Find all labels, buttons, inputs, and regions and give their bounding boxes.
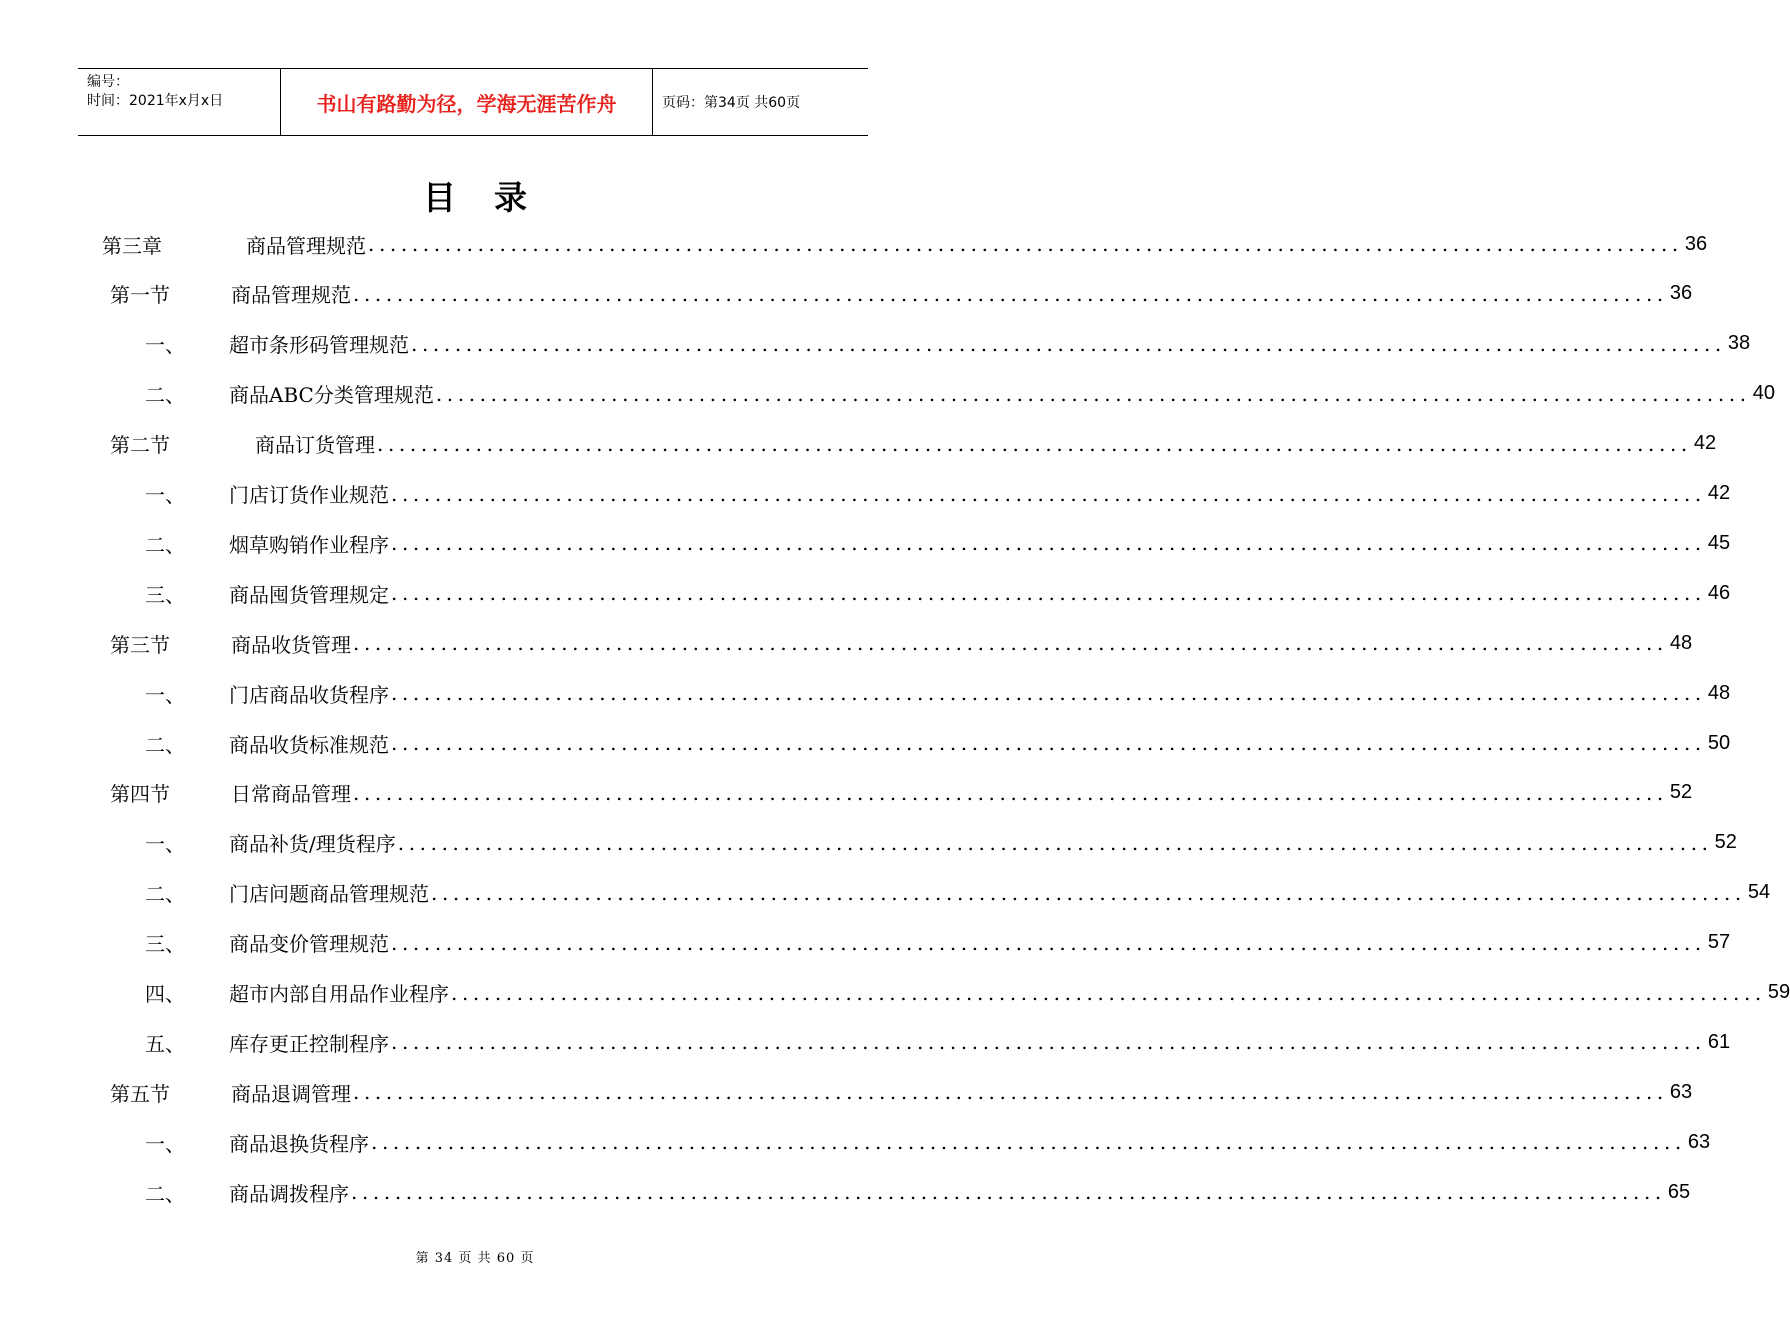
toc-entry[interactable] xyxy=(110,1067,1693,1117)
toc-entry-page: 38 xyxy=(1727,332,1751,355)
toc-entry-label: 烟草购销作业程序 xyxy=(229,532,389,557)
toc-entry-page: 48 xyxy=(1669,631,1693,654)
toc-entry[interactable] xyxy=(145,968,1790,1018)
toc-dot-leader: ........................................................................................................................ xyxy=(351,1180,1666,1205)
header-time: 时间：2021年x月x日 xyxy=(87,93,224,109)
toc-entry[interactable] xyxy=(110,269,1693,319)
toc-entry-page: 54 xyxy=(1747,881,1771,904)
toc-entry[interactable] xyxy=(110,618,1693,668)
toc-entry-page: 42 xyxy=(1693,432,1717,455)
toc-entry-number: 第三节 xyxy=(110,632,170,657)
header-meta xyxy=(78,69,281,135)
toc-entry-label: 日常商品管理 xyxy=(231,782,351,807)
toc-entry-page: 61 xyxy=(1707,1030,1731,1053)
toc-entry-number: 第一节 xyxy=(110,283,170,308)
toc-entry-number: 第五节 xyxy=(110,1081,170,1106)
toc-entry-page: 46 xyxy=(1707,581,1731,604)
page-footer: 第 34 页 共 60 页 xyxy=(415,1251,535,1266)
header-number: 编号： xyxy=(87,74,129,90)
toc-dot-leader: ........................................................................................................................ xyxy=(391,731,1706,755)
toc-dot-leader: ........................................................................................................................ xyxy=(451,980,1766,1005)
toc-entry[interactable] xyxy=(145,668,1731,718)
toc-entry-number: 第二节 xyxy=(110,433,170,458)
toc-entry-number: 四、 xyxy=(145,982,185,1006)
toc-dot-leader: ........................................................................................................................ xyxy=(391,681,1706,706)
toc-entry[interactable] xyxy=(110,419,1717,469)
toc-dot-leader: ........................................................................................................................ xyxy=(353,1080,1668,1105)
toc-entry-number: 二、 xyxy=(145,532,185,557)
toc-entry-number: 一、 xyxy=(145,832,185,857)
toc-dot-leader: ........................................................................................................................ xyxy=(391,481,1706,506)
toc-dot-leader: ........................................................................................................................ xyxy=(391,581,1706,606)
toc-entry-label: 商品退换货程序 xyxy=(229,1131,369,1156)
toc-entry-page: 52 xyxy=(1669,781,1693,804)
toc-entry-label: 商品订货管理 xyxy=(255,433,375,458)
toc-entry-page: 59 xyxy=(1767,981,1790,1003)
toc-entry[interactable] xyxy=(145,568,1731,618)
toc-dot-leader: ........................................................................................................................ xyxy=(431,880,1746,905)
header-motto: 书山有路勤为径，学海无涯苦作舟 xyxy=(281,69,653,135)
toc-entry[interactable] xyxy=(110,768,1693,818)
toc-entry-label: 商品管理规范 xyxy=(231,283,351,308)
toc-dot-leader: ........................................................................................................................ xyxy=(353,780,1668,805)
toc-entry-label: 库存更正控制程序 xyxy=(229,1031,389,1056)
toc-entry-label: 门店订货作业规范 xyxy=(229,483,389,507)
page-header xyxy=(78,68,868,136)
toc-entry-label: 商品管理规范 xyxy=(246,233,366,258)
toc-entry-page: 63 xyxy=(1687,1130,1711,1153)
toc-entry-label: 商品调拨程序 xyxy=(229,1181,349,1206)
toc-entry[interactable] xyxy=(145,918,1731,968)
toc-entry-label: 门店商品收货程序 xyxy=(229,682,389,707)
toc-entry[interactable] xyxy=(145,868,1771,918)
page-title: 目录 xyxy=(423,178,565,217)
toc-dot-leader: ........................................................................................................................ xyxy=(368,232,1683,256)
toc-entry-number: 一、 xyxy=(145,483,185,507)
toc-entry-number: 一、 xyxy=(145,682,185,707)
header-page-info: 页码：第34页 共60页 xyxy=(662,95,801,111)
toc-entry[interactable] xyxy=(145,718,1731,768)
toc-entry-label: 超市内部自用品作业程序 xyxy=(229,982,449,1006)
toc-entry-label: 商品变价管理规范 xyxy=(229,932,389,957)
toc-entry[interactable] xyxy=(145,518,1731,568)
toc-dot-leader: ........................................................................................................................ xyxy=(391,531,1706,556)
toc-entry[interactable] xyxy=(145,1117,1711,1167)
toc-entry-number: 第四节 xyxy=(110,782,170,807)
toc-entry-label: 门店问题商品管理规范 xyxy=(229,882,429,907)
toc-entry-page: 50 xyxy=(1707,731,1731,754)
toc-dot-leader: ........................................................................................................................ xyxy=(353,631,1668,656)
toc-entry-label: 商品退调管理 xyxy=(231,1081,351,1106)
toc-dot-leader: ........................................................................................................................ xyxy=(435,381,1751,406)
toc-entry-label: 商品补货/理货程序 xyxy=(229,832,396,857)
toc-entry-number: 第三章 xyxy=(102,233,162,258)
toc-entry-page: 48 xyxy=(1707,681,1731,704)
toc-entry-number: 一、 xyxy=(145,333,185,358)
toc-entry[interactable] xyxy=(145,469,1731,519)
toc-dot-leader: ........................................................................................................................ xyxy=(397,830,1713,855)
toc-entry-number: 二、 xyxy=(145,732,185,757)
toc-dot-leader: ........................................................................................................................ xyxy=(411,331,1726,356)
toc-entry-page: 40 xyxy=(1752,382,1775,405)
toc-entry-number: 三、 xyxy=(145,582,185,607)
toc-entry-number: 二、 xyxy=(145,383,185,408)
toc-dot-leader: ........................................................................................................................ xyxy=(353,281,1668,306)
toc-entry[interactable] xyxy=(145,319,1751,369)
toc-entry-page: 65 xyxy=(1667,1180,1691,1203)
toc-entry[interactable] xyxy=(145,1017,1731,1067)
toc-entry-page: 36 xyxy=(1684,232,1708,255)
toc-dot-leader: ........................................................................................................................ xyxy=(371,1130,1686,1155)
toc-dot-leader: ........................................................................................................................ xyxy=(377,431,1692,456)
toc-entry-page: 57 xyxy=(1707,931,1731,954)
toc-entry-number: 五、 xyxy=(145,1031,185,1056)
toc-entry-label: 商品囤货管理规定 xyxy=(229,582,389,607)
toc-entry[interactable] xyxy=(145,369,1775,419)
toc-entry-number: 二、 xyxy=(145,1181,185,1206)
toc-entry-number: 一、 xyxy=(145,1131,185,1156)
toc-entry-page: 63 xyxy=(1669,1080,1693,1103)
toc-entry-page: 45 xyxy=(1707,531,1731,554)
toc-entry-label: 超市条形码管理规范 xyxy=(229,333,409,358)
toc-dot-leader: ........................................................................................................................ xyxy=(391,1030,1706,1055)
toc-entry[interactable] xyxy=(145,1167,1691,1217)
toc-entry-number: 二、 xyxy=(145,882,185,907)
toc-entry-page: 42 xyxy=(1707,482,1731,504)
toc-entry-page: 36 xyxy=(1669,282,1693,305)
toc-entry-label: 商品收货标准规范 xyxy=(229,732,389,757)
toc-entry-page: 52 xyxy=(1714,831,1737,854)
toc-entry[interactable] xyxy=(145,818,1737,868)
toc-dot-leader: ........................................................................................................................ xyxy=(391,930,1706,955)
toc-entry[interactable] xyxy=(102,219,1708,269)
toc-entry-label: 商品收货管理 xyxy=(231,632,351,657)
toc-entry-number: 三、 xyxy=(145,932,185,957)
toc-entry-label: 商品ABC分类管理规范 xyxy=(229,383,434,408)
